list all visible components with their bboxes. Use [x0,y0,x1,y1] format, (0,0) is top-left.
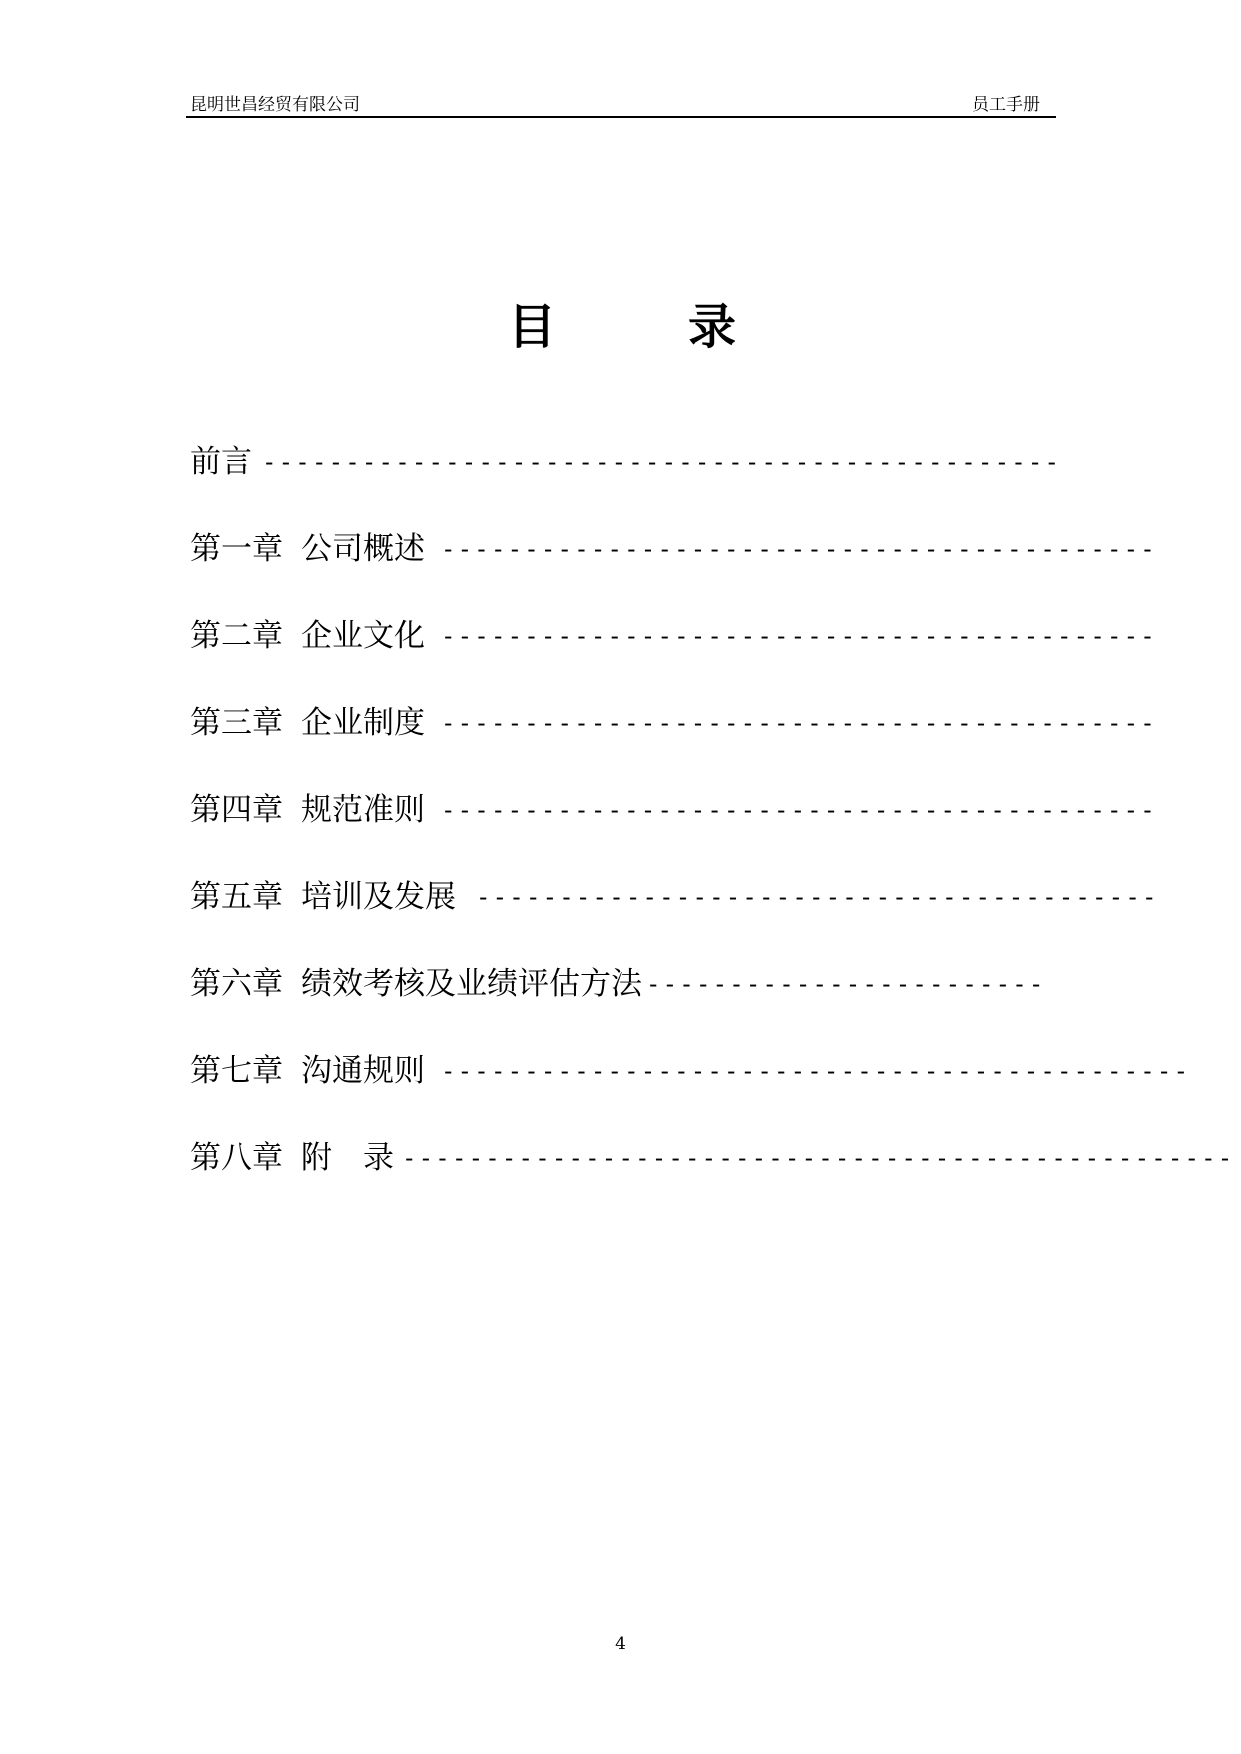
toc-dot-leader: --------------------------------------------- [441,1057,1191,1085]
page-header [186,88,1056,118]
toc-dot-leader: ------------------------------------------------ [262,448,1062,476]
toc-chapter-number: 第五章 [190,879,283,915]
toc-item-chapter-1[interactable] [190,527,1157,571]
page-number: 4 [615,1634,626,1654]
toc-item-title: 沟通规则 [301,1053,425,1089]
toc-item-title: 公司概述 [301,531,425,567]
toc-item-chapter-8[interactable] [190,1136,1234,1180]
toc-dot-leader: ------------------------ [646,970,1046,998]
toc-item-preface[interactable] [190,440,1061,484]
toc-item-chapter-6[interactable] [190,962,1046,1006]
toc-item-title: 规范准则 [301,792,425,828]
toc-item-title: 附 录 [301,1140,394,1176]
toc-chapter-number: 第一章 [190,531,283,567]
toc-dot-leader: -------------------------------------------------- [402,1144,1235,1172]
toc-item-chapter-4[interactable] [190,788,1157,832]
toc-item-title: 企业文化 [301,618,425,654]
toc-item-chapter-5[interactable] [190,875,1159,919]
toc-item-title: 前言 [190,444,252,480]
toc-item-chapter-7[interactable] [190,1049,1190,1093]
title-char-2: 录 [688,299,737,355]
toc-chapter-number: 第七章 [190,1053,283,1089]
toc-dot-leader: ------------------------------------------- [441,709,1157,737]
toc-chapter-number: 第六章 [190,966,283,1002]
toc-chapter-number: 第二章 [190,618,283,654]
toc-chapter-number: 第八章 [190,1140,283,1176]
toc-dot-leader: ------------------------------------------- [441,796,1157,824]
toc-item-chapter-2[interactable] [190,614,1157,658]
toc-item-title: 培训及发展 [301,879,456,915]
toc-chapter-number: 第四章 [190,792,283,828]
toc-item-title: 绩效考核及业绩评估方法 [301,966,642,1002]
title-char-1: 目 [508,299,557,355]
toc-chapter-number: 第三章 [190,705,283,741]
toc-item-chapter-3[interactable] [190,701,1157,745]
header-company-name: 昆明世昌经贸有限公司 [190,95,360,115]
header-document-name: 员工手册 [972,95,1040,115]
toc-dot-leader: ----------------------------------------- [476,883,1159,911]
toc-item-title: 企业制度 [301,705,425,741]
toc-dot-leader: ------------------------------------------- [441,535,1157,563]
toc-dot-leader: ------------------------------------------- [441,622,1157,650]
page-title [0,288,1241,355]
